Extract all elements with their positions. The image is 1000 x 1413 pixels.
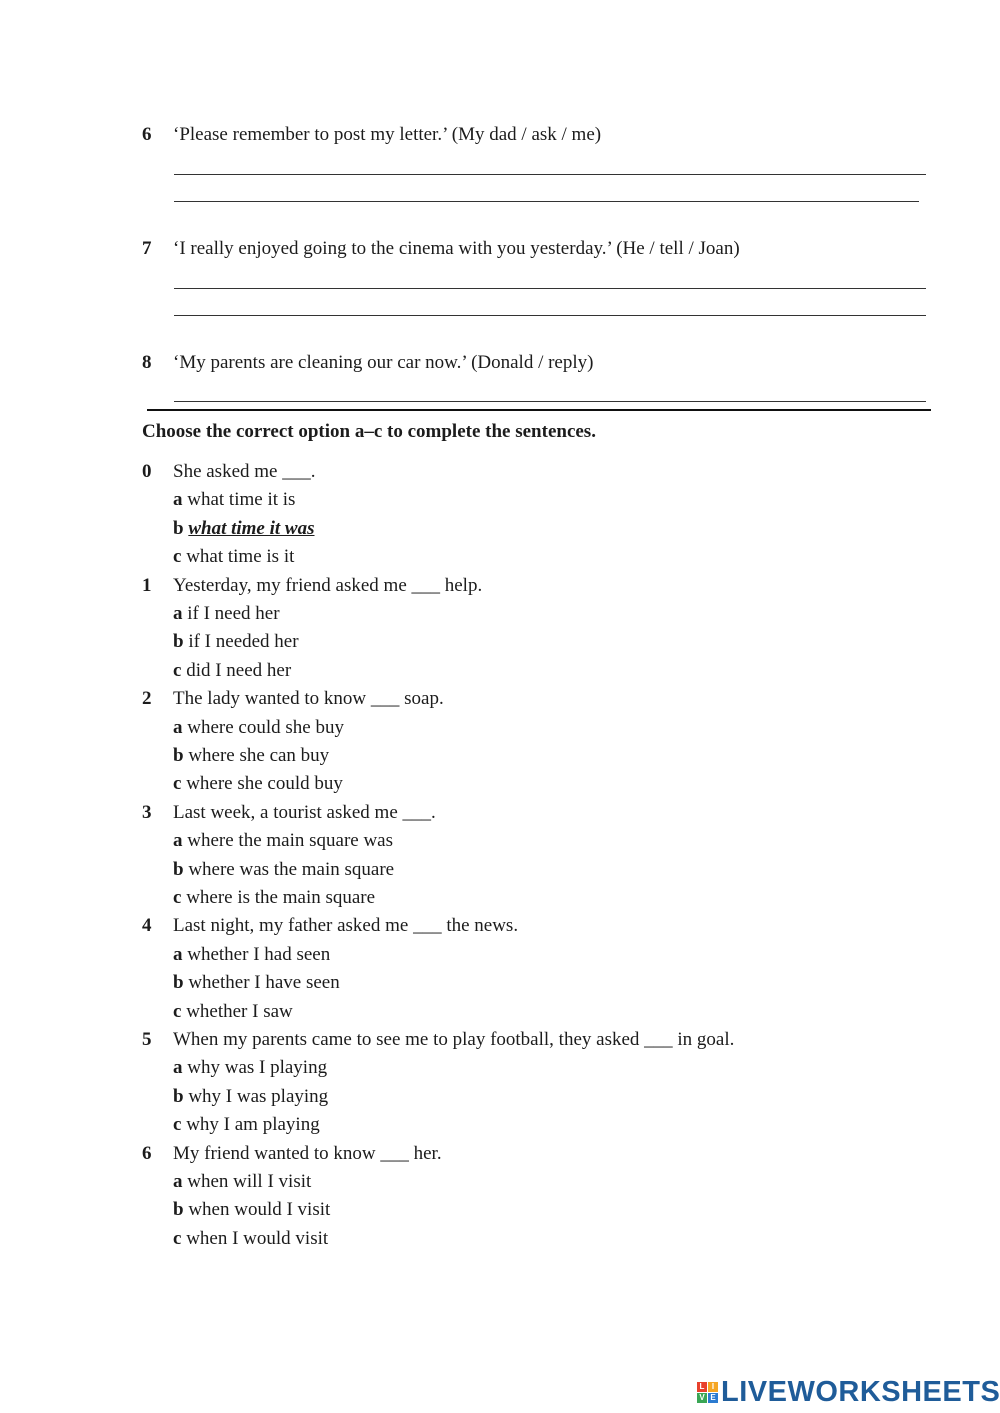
option-text: where she could buy: [186, 773, 343, 795]
item-prompt: ‘Please remember to post my letter.’ (My dad / ask / me): [173, 124, 602, 145]
question-number: 0: [142, 461, 152, 482]
option-text: if I need her: [187, 603, 280, 624]
logo-letter: E: [708, 1393, 718, 1403]
option-letter: c: [173, 659, 182, 681]
question-text: My friend wanted to know ___ her.: [173, 1142, 442, 1164]
answer-option-b[interactable]: [173, 1198, 330, 1222]
option-text: whether I have seen: [188, 972, 340, 994]
option-text: whether I had seen: [187, 943, 331, 965]
logo-letter: V: [697, 1393, 707, 1403]
answer-option-a[interactable]: [173, 1056, 327, 1080]
answer-option-a[interactable]: [173, 602, 280, 626]
answer-option-a[interactable]: [173, 829, 393, 853]
answer-option-a[interactable]: [173, 716, 344, 740]
item-number: 6: [142, 124, 152, 145]
option-letter: b: [173, 745, 184, 766]
answer-option-a[interactable]: [173, 1170, 311, 1194]
answer-option-b[interactable]: [173, 1085, 328, 1109]
option-text: where the main square was: [187, 830, 394, 852]
answer-option-c[interactable]: [173, 545, 294, 569]
brand-name: LIVEWORKSHEETS: [721, 1376, 1000, 1408]
answer-line[interactable]: [174, 288, 926, 289]
option-text: where is the main square: [186, 887, 376, 908]
option-text: where was the main square: [188, 858, 395, 880]
option-letter: b: [173, 1199, 184, 1221]
option-text: what time it is: [187, 489, 296, 511]
option-text: where could she buy: [187, 716, 344, 738]
question-text: She asked me ___.: [173, 461, 316, 482]
option-text: why I was playing: [188, 1085, 329, 1107]
option-letter: a: [173, 1057, 183, 1079]
question-number: 5: [142, 1029, 152, 1050]
option-text: when will I visit: [187, 1171, 312, 1192]
answer-option-c[interactable]: [173, 1227, 328, 1251]
logo-icon: [697, 1382, 718, 1403]
question-text: When my parents came to see me to play football, they asked ___ in goal.: [173, 1029, 735, 1050]
option-letter: b: [173, 972, 184, 994]
option-letter: a: [173, 603, 183, 624]
answer-line[interactable]: [174, 315, 926, 316]
item-prompt: ‘I really enjoyed going to the cinema with you yesterday.’ (He / tell / Joan): [173, 238, 740, 259]
option-text: whether I saw: [186, 1000, 293, 1022]
answer-option-b[interactable]: [173, 630, 299, 654]
answer-option-c[interactable]: [173, 886, 375, 910]
option-letter: c: [173, 887, 182, 908]
answer-option-b[interactable]: [173, 971, 340, 995]
question-text: Yesterday, my friend asked me ___ help.: [173, 574, 483, 596]
option-text: what time is it: [186, 546, 295, 568]
answer-option-a[interactable]: [173, 943, 330, 967]
answer-option-b[interactable]: [173, 858, 394, 882]
option-letter: a: [173, 716, 183, 738]
option-letter: c: [173, 1000, 182, 1022]
option-letter: b: [173, 858, 184, 880]
option-text: did I need her: [186, 659, 292, 681]
option-letter: c: [173, 773, 182, 795]
option-letter: a: [173, 943, 183, 965]
question-text: The lady wanted to know ___ soap.: [173, 688, 444, 710]
answer-option-b[interactable]: [173, 517, 315, 541]
answer-option-c[interactable]: [173, 772, 343, 796]
option-text: when I would visit: [186, 1227, 329, 1249]
question-text: Last week, a tourist asked me ___.: [173, 801, 436, 823]
answer-option-b[interactable]: [173, 744, 329, 768]
question-number: 6: [142, 1142, 152, 1164]
question-number: 4: [142, 915, 152, 937]
option-text: why I am playing: [186, 1114, 320, 1136]
question-text: Last night, my father asked me ___ the news.: [173, 915, 519, 937]
answer-line[interactable]: [174, 174, 926, 175]
logo-letter: L: [697, 1382, 707, 1392]
option-letter: c: [173, 1114, 182, 1136]
answer-option-c[interactable]: [173, 1000, 293, 1024]
option-text: when would I visit: [188, 1199, 331, 1221]
option-text: where she can buy: [188, 745, 330, 766]
option-letter: b: [173, 631, 184, 653]
option-letter: c: [173, 546, 182, 568]
answer-option-c[interactable]: [173, 1113, 320, 1137]
option-letter: a: [173, 830, 183, 852]
liveworksheets-logo: [697, 1376, 1000, 1409]
logo-letter: I: [708, 1382, 718, 1392]
item-number: 8: [142, 352, 152, 373]
answer-line[interactable]: [174, 201, 919, 202]
section-divider: [147, 409, 931, 411]
answer-option-a[interactable]: [173, 488, 295, 512]
question-number: 1: [142, 574, 152, 596]
answer-option-c[interactable]: [173, 659, 291, 683]
item-prompt: ‘My parents are cleaning our car now.’ (Donald / reply): [173, 352, 594, 373]
question-number: 3: [142, 801, 152, 823]
option-text: if I needed her: [188, 631, 299, 653]
option-letter: b: [173, 517, 184, 539]
option-letter: a: [173, 1171, 183, 1192]
item-number: 7: [142, 238, 152, 259]
example-answer: what time it was: [188, 517, 315, 539]
option-text: why was I playing: [187, 1057, 328, 1079]
section-instruction: Choose the correct option a–c to complete the sentences.: [142, 421, 596, 442]
option-letter: a: [173, 489, 183, 511]
question-number: 2: [142, 688, 152, 710]
option-letter: c: [173, 1227, 182, 1249]
answer-line[interactable]: [174, 401, 926, 402]
option-letter: b: [173, 1085, 184, 1107]
